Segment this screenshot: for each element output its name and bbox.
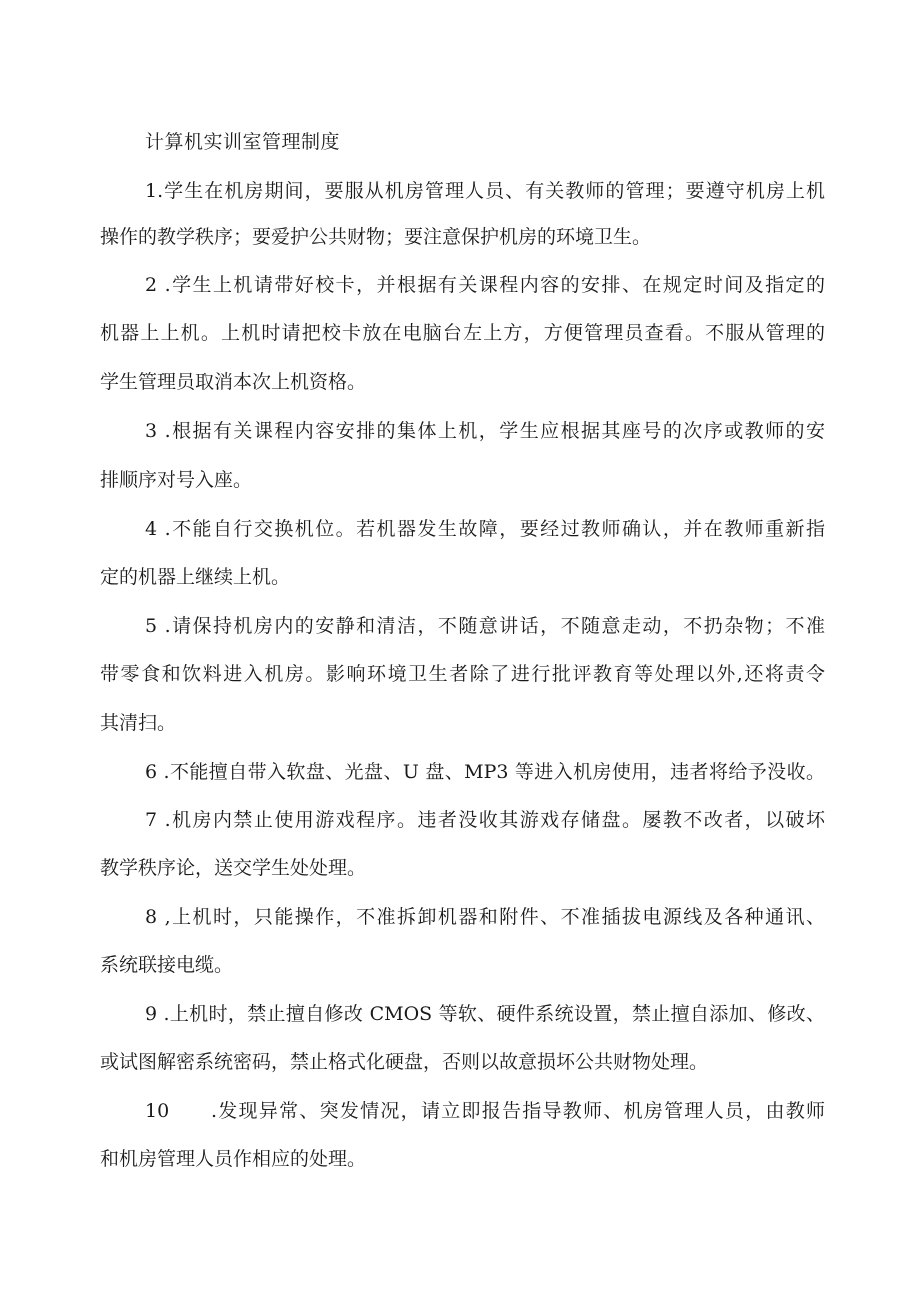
rule-8-line-2: 系统联接电缆。 [100, 954, 234, 976]
rule-10-line-2: 和机房管理人员作相应的处理。 [100, 1148, 367, 1170]
rule-10-line-1: 10 .发现异常、突发情况，请立即报告指导教师、机房管理人员，由教师 [145, 1100, 825, 1122]
rule-5-line-1: 5 .请保持机房内的安静和清洁，不随意讲话，不随意走动，不扔杂物；不准 [145, 615, 825, 637]
rule-4-line-1: 4 .不能自行交换机位。若机器发生故障，要经过教师确认，并在教师重新指 [145, 518, 825, 540]
rule-5-line-2: 带零食和饮料进入机房。影响环境卫生者除了进行批评教育等处理以外,还将责令 [100, 663, 825, 685]
rule-5-line-3: 其清扫。 [100, 712, 177, 734]
rule-1-line-1: 1.学生在机房期间，要服从机房管理人员、有关教师的管理；要遵守机房上机 [145, 180, 825, 202]
rule-7-line-2: 教学秩序论，送交学生处处理。 [100, 857, 367, 879]
rule-3-line-2: 排顺序对号入座。 [100, 469, 253, 491]
rule-1-line-2: 操作的教学秩序；要爱护公共财物；要注意保护机房的环境卫生。 [100, 226, 652, 248]
rule-3-line-1: 3 .根据有关课程内容安排的集体上机，学生应根据其座号的次序或教师的安 [145, 420, 825, 442]
rule-7-line-1: 7 .机房内禁止使用游戏程序。违者没收其游戏存储盘。屡教不改者，以破坏 [145, 809, 825, 831]
rule-9-line-2: 或试图解密系统密码，禁止格式化硬盘，否则以故意损坏公共财物处理。 [100, 1051, 709, 1073]
rule-2-line-1: 2 .学生上机请带好校卡，并根据有关课程内容的安排、在规定时间及指定的 [145, 274, 825, 296]
document-title: 计算机实训室管理制度 [145, 131, 341, 153]
rule-2-line-3: 学生管理员取消本次上机资格。 [100, 371, 367, 393]
rule-2-line-2: 机器上上机。上机时请把校卡放在电脑台左上方，方便管理员查看。不服从管理的 [100, 322, 825, 344]
rule-4-line-2: 定的机器上继续上机。 [100, 566, 291, 588]
rule-6-line-1: 6 .不能擅自带入软盘、光盘、U 盘、MP3 等进入机房使用，违者将给予没收。 [145, 761, 825, 783]
rule-9-line-1: 9 .上机时，禁止擅自修改 CMOS 等软、硬件系统设置，禁止擅自添加、修改、 [145, 1003, 825, 1025]
rule-8-line-1: 8 ,上机时，只能操作，不准拆卸机器和附件、不准插拔电源线及各种通讯、 [145, 906, 825, 928]
